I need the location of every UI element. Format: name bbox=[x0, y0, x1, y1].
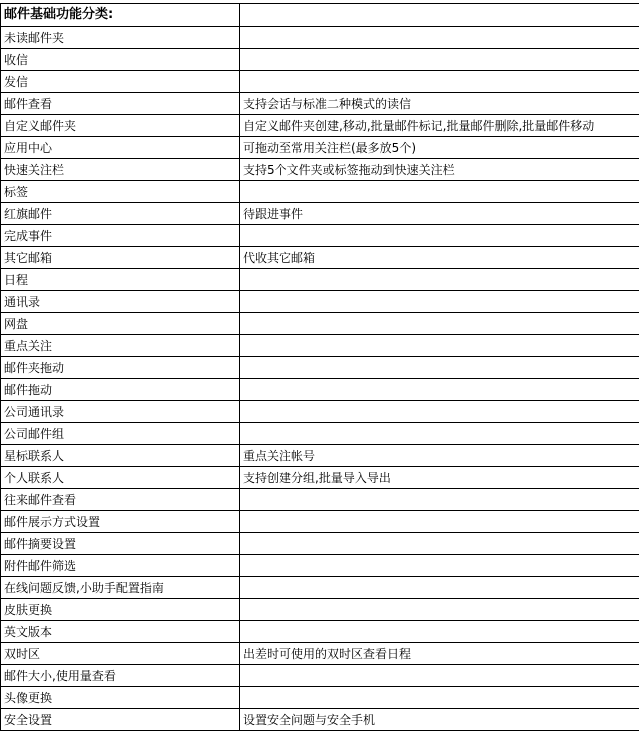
feature-name-cell: 邮件摘要设置 bbox=[1, 533, 240, 555]
table-row bbox=[1, 709, 639, 731]
table-row bbox=[1, 93, 639, 115]
table-header-title: 邮件基础功能分类: bbox=[1, 4, 240, 27]
feature-name-cell: 网盘 bbox=[1, 313, 240, 335]
feature-description-cell: 重点关注帐号 bbox=[240, 445, 639, 467]
feature-name-cell: 通讯录 bbox=[1, 291, 240, 313]
table-row bbox=[1, 599, 639, 621]
table-row bbox=[1, 203, 639, 225]
feature-description-cell bbox=[240, 27, 639, 49]
feature-description-cell: 出差时可使用的双时区查看日程 bbox=[240, 643, 639, 665]
feature-name-cell: 邮件拖动 bbox=[1, 379, 240, 401]
feature-description-cell bbox=[240, 533, 639, 555]
feature-name-cell: 红旗邮件 bbox=[1, 203, 240, 225]
feature-description-cell: 设置安全问题与安全手机 bbox=[240, 709, 639, 731]
table-row bbox=[1, 489, 639, 511]
feature-name-cell: 自定义邮件夹 bbox=[1, 115, 240, 137]
feature-name-cell: 其它邮箱 bbox=[1, 247, 240, 269]
feature-description-cell bbox=[240, 357, 639, 379]
feature-name-cell: 快速关注栏 bbox=[1, 159, 240, 181]
feature-description-cell bbox=[240, 269, 639, 291]
feature-description-cell: 支持5个文件夹或标签拖动到快速关注栏 bbox=[240, 159, 639, 181]
feature-description-cell bbox=[240, 181, 639, 203]
feature-description-cell bbox=[240, 71, 639, 93]
table-row bbox=[1, 687, 639, 709]
feature-table-body bbox=[1, 4, 639, 731]
table-row bbox=[1, 269, 639, 291]
feature-description-cell bbox=[240, 621, 639, 643]
feature-description-cell: 代收其它邮箱 bbox=[240, 247, 639, 269]
table-row bbox=[1, 577, 639, 599]
feature-name-cell: 往来邮件查看 bbox=[1, 489, 240, 511]
table-row bbox=[1, 137, 639, 159]
feature-description-cell bbox=[240, 225, 639, 247]
feature-name-cell: 星标联系人 bbox=[1, 445, 240, 467]
feature-name-cell: 发信 bbox=[1, 71, 240, 93]
feature-description-cell: 支持会话与标准二种模式的读信 bbox=[240, 93, 639, 115]
table-row bbox=[1, 313, 639, 335]
feature-name-cell: 在线问题反馈,小助手配置指南 bbox=[1, 577, 240, 599]
feature-description-cell bbox=[240, 401, 639, 423]
table-row bbox=[1, 181, 639, 203]
table-row bbox=[1, 423, 639, 445]
feature-name-cell: 安全设置 bbox=[1, 709, 240, 731]
table-row bbox=[1, 225, 639, 247]
table-row bbox=[1, 401, 639, 423]
table-row bbox=[1, 665, 639, 687]
feature-name-cell: 邮件查看 bbox=[1, 93, 240, 115]
feature-description-cell bbox=[240, 49, 639, 71]
feature-name-cell: 邮件夹拖动 bbox=[1, 357, 240, 379]
feature-description-cell bbox=[240, 555, 639, 577]
feature-name-cell: 附件邮件筛选 bbox=[1, 555, 240, 577]
table-row bbox=[1, 159, 639, 181]
feature-name-cell: 个人联系人 bbox=[1, 467, 240, 489]
table-row bbox=[1, 291, 639, 313]
feature-description-cell bbox=[240, 489, 639, 511]
feature-name-cell: 头像更换 bbox=[1, 687, 240, 709]
feature-description-cell bbox=[240, 577, 639, 599]
feature-description-cell bbox=[240, 335, 639, 357]
table-row bbox=[1, 247, 639, 269]
feature-description-cell: 支持创建分组,批量导入导出 bbox=[240, 467, 639, 489]
feature-name-cell: 日程 bbox=[1, 269, 240, 291]
table-row bbox=[1, 445, 639, 467]
table-row bbox=[1, 555, 639, 577]
table-header-row bbox=[1, 4, 639, 27]
feature-name-cell: 公司通讯录 bbox=[1, 401, 240, 423]
feature-description-cell bbox=[240, 687, 639, 709]
table-row bbox=[1, 379, 639, 401]
feature-description-cell bbox=[240, 665, 639, 687]
feature-description-cell: 待跟进事件 bbox=[240, 203, 639, 225]
feature-name-cell: 双时区 bbox=[1, 643, 240, 665]
table-row bbox=[1, 115, 639, 137]
feature-name-cell: 重点关注 bbox=[1, 335, 240, 357]
feature-name-cell: 邮件展示方式设置 bbox=[1, 511, 240, 533]
table-row bbox=[1, 533, 639, 555]
feature-description-cell bbox=[240, 291, 639, 313]
feature-name-cell: 未读邮件夹 bbox=[1, 27, 240, 49]
feature-name-cell: 皮肤更换 bbox=[1, 599, 240, 621]
feature-description-cell bbox=[240, 599, 639, 621]
table-row bbox=[1, 335, 639, 357]
table-header-empty-cell bbox=[240, 4, 639, 27]
table-row bbox=[1, 357, 639, 379]
feature-description-cell bbox=[240, 423, 639, 445]
feature-name-cell: 公司邮件组 bbox=[1, 423, 240, 445]
feature-description-cell: 自定义邮件夹创建,移动,批量邮件标记,批量邮件删除,批量邮件移动 bbox=[240, 115, 639, 137]
table-row bbox=[1, 467, 639, 489]
feature-description-cell: 可拖动至常用关注栏(最多放5个) bbox=[240, 137, 639, 159]
feature-name-cell: 完成事件 bbox=[1, 225, 240, 247]
feature-description-cell bbox=[240, 379, 639, 401]
feature-name-cell: 邮件大小,使用量查看 bbox=[1, 665, 240, 687]
table-row bbox=[1, 643, 639, 665]
table-row bbox=[1, 27, 639, 49]
feature-description-cell bbox=[240, 511, 639, 533]
feature-name-cell: 应用中心 bbox=[1, 137, 240, 159]
feature-name-cell: 英文版本 bbox=[1, 621, 240, 643]
feature-name-cell: 标签 bbox=[1, 181, 240, 203]
feature-table bbox=[0, 3, 639, 731]
table-row bbox=[1, 621, 639, 643]
table-row bbox=[1, 511, 639, 533]
feature-description-cell bbox=[240, 313, 639, 335]
table-row bbox=[1, 71, 639, 93]
table-row bbox=[1, 49, 639, 71]
feature-name-cell: 收信 bbox=[1, 49, 240, 71]
